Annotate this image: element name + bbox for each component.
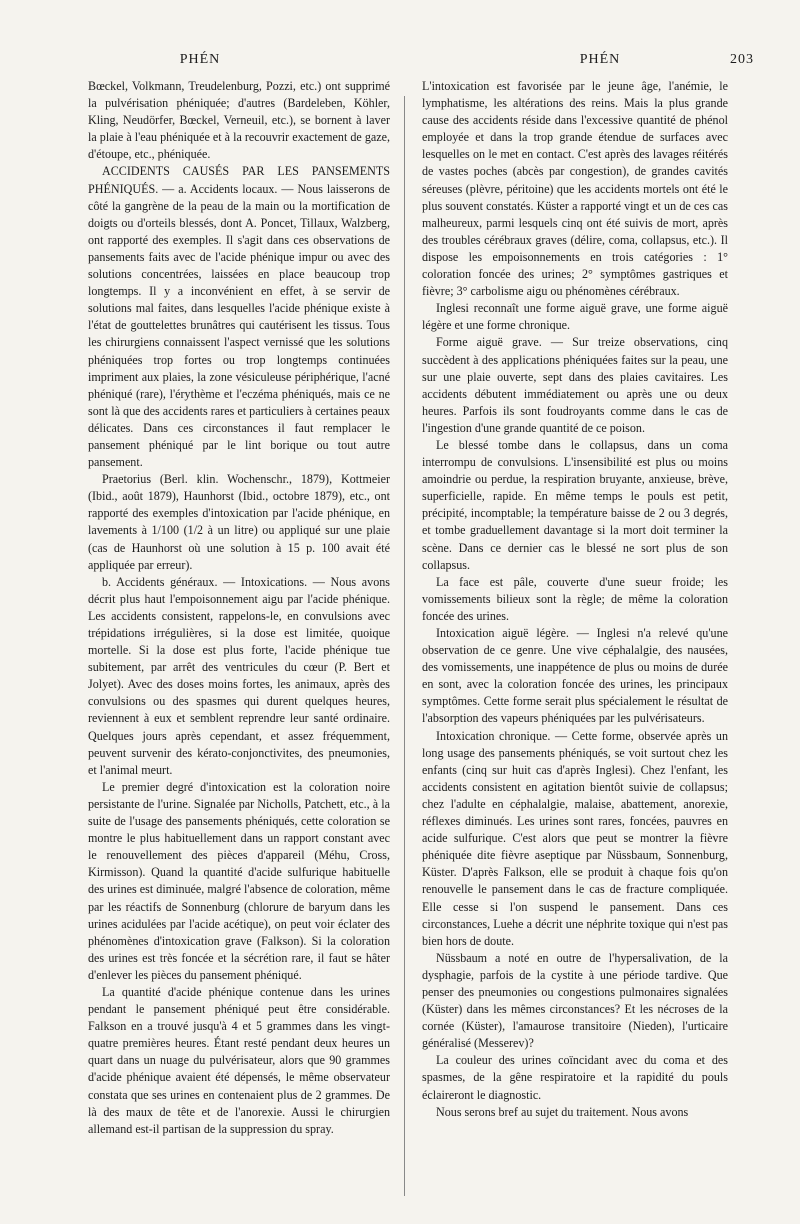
column-divider (404, 96, 405, 1196)
paragraph: Le premier degré d'intoxication est la coloration noire persistante de l'urine. Signalée par Nicholls, Patchett, etc., à la suite de l'usage des pansements phéniqués, cette coloration se montre le plus habituellement dans un rapport constant avec le renouvellement des pièces d'appareil (Méhu, Cross, Kirmisson). Quand la quantité d'acide sulfurique habituelle des urines est diminuée, malgré l'absence de coloration, même par les réactifs de Sonnenburg (chlorure de baryum dans les urines acidulées par l'acide acétique), on peut voir éclater des phénomènes d'intoxication grave (Falkson). Si la coloration des urines est très foncée et la sécrétion rare, il faut se hâter d'enlever les pièces du pansement phéniqué. (88, 779, 390, 982)
paragraph: Intoxication chronique. — Cette forme, observée après un long usage des pansements phéniqués, se voit surtout chez les enfants (cinq sur huit cas d'après Inglesi). Chez l'enfant, les accidents consistent en agitation bientôt suivie de collapsus; chez l'adulte en céphalalgie, malaise, abattement, anorexie, réflexes diminués. Les urines sont rares, foncées, pauvres en acide sulfurique. C'est alors que peut se montrer la fièvre phéniquée dite fièvre aseptique par Nüssbaum, Sonnenburg, Küster. D'après Falkson, elle se produit à chaque fois qu'on renouvelle le pansement dans le cas de fracture compliquée. Elle cesse si l'on suspend le pansement. Dans ces circonstances, Luehe a décrit une néphrite toxique qui n'est pas bien hors de doute. (422, 728, 728, 948)
paragraph: b. Accidents généraux. — Intoxications. — Nous avons décrit plus haut l'empoisonnement aigu par l'acide phénique. Les accidents consistent, rappelons-le, en convulsions avec trépidations irrégulières, si la dose est limitée, quoique mortelle. Si la dose est plus forte, l'acide phénique tue subitement, par arrêt des ventricules du cœur (P. Bert et Jolyet). Avec des doses moins fortes, les animaux, après des convulsions ou des spasmes qui durent quelques heures, reviennent à eux et semblent reprendre leur santé ordinaire. Quelques jours après cependant, et assez fréquemment, peuvent survenir des kérato-conjonctivites, des pneumonies, et l'animal meurt. (88, 574, 390, 777)
paragraph: Nous serons bref au sujet du traitement. Nous avons (436, 1104, 689, 1119)
paragraph: Le blessé tombe dans le collapsus, dans un coma interrompu de convulsions. L'insensibilité est plus ou moins amoindrie ou perdue, la respiration bruyante, anxieuse, brève, superficielle, rapide. En même temps le pouls est petit, précipité, incomptable; la température baisse de 2 ou 3 degrés, et tombe graduellement davantage si la mort doit terminer la scène. Dans ce dernier cas le blessé ne sort plus de son collapsus. (422, 437, 728, 572)
paragraph: L'intoxication est favorisée par le jeune âge, l'anémie, le lymphatisme, les altérations des reins. Mais la plus grande cause des accidents réside dans l'excessive quantité de phénol employée et dans la trop grande étendue de surfaces avec lesquelles on le met en contact. C'est après des lavages réitérés de vastes poches (abcès par congestion), de grandes cavités séreuses (plèvre, péritoine) que les accidents mortels ont été le plus souvent constatés. Küster a rapporté vingt et un de ces cas malheureux, parmi lesquels cinq ont été suivis de mort, après des troubles cérébraux graves (délire, coma, collapsus, etc.). Il dispose les empoisonnements en trois catégories : 1° coloration foncée des urines; 2° symptômes gastriques et fièvre; 3° carbolisme aigu ou phénomènes cérébraux. (422, 79, 728, 299)
running-head-right: PHÉN (579, 52, 621, 67)
paragraph: Inglesi reconnaît une forme aiguë grave, une forme aiguë légère et une forme chronique. (422, 301, 728, 333)
paragraph: Praetorius (Berl. klin. Wochenschr., 1879), Kottmeier (Ibid., août 1879), Haunhorst (Ibid., octobre 1879), etc., ont rapporté des exemples d'intoxication par l'acide phénique, en lavements à 1/100 (1/2 à un litre) ou appliqué sur une plaie (cas de Haunhorst où une solution à 15 p. 100 avait été appliquée par erreur). (88, 472, 390, 572)
running-head-left: PHÉN (179, 52, 221, 67)
paragraph: La quantité d'acide phénique contenue dans les urines pendant le pansement phéniqué peut être considérable. Falkson en a trouvé jusqu'à 4 et 5 grammes dans les vingt-quatre premières heures. Étant resté pendant deux heures un quart dans un nuage du pulvérisateur, alors que 90 grammes d'acide phénique avaient été dépensés, le même observateur constata que ses urines en contenaient plus de 2 grammes. De là des maux de tête et de l'anorexie. Aussi le chirurgien allemand est-il partisan de la suppression du spray. (88, 984, 390, 1136)
paragraph: ACCIDENTS CAUSÉS PAR LES PANSEMENTS PHÉNIQUÉS. — a. Accidents locaux. — Nous laisserons de côté la gangrène de la peau de la main ou la mortification de doigts ou d'orteils blessés, dont A. Poncet, Tillaux, Walzberg, ont rapporté des exemples. Il s'agit dans ces observations de pansements faits avec de l'acide phénique impur ou avec des solutions concentrées, laissées en place beaucoup trop longtemps. Il y a inconvénient en effet, à se servir de solutions mal faites, dans lesquelles l'acide phénique existe à l'état de gouttelettes brunâtres qui cautérisent les tissus. Tous les chirurgiens connaissent l'aspect vernissé que les solutions phéniquées trop fortes ou trop longtemps continuées impriment aux plaies, la zone vésiculeuse périphérique, l'acné phéniqué (rare), l'érythème et l'eczéma phéniqués, mais ce ne sont là que des accidents rares et particuliers à certaines peaux délicates. Dans ces circonstances il faut remplacer le pansement phéniqué par le lint borique ou tout autre pansement. (88, 164, 390, 470)
left-column (88, 78, 390, 1138)
page-number: 203 (730, 52, 754, 67)
paragraph: La couleur des urines coïncidant avec du coma et des spasmes, de la gêne respiratoire et la rapidité du pouls éclaireront le diagnostic. (422, 1053, 728, 1102)
paragraph: Bœckel, Volkmann, Treudelenburg, Pozzi, etc.) ont supprimé la pulvérisation phéniquée; d'autres (Bardeleben, Köhler, Kling, Neudörfer, Bœckel, Verneuil, etc.), se bornent à laver la plaie à l'eau phéniquée et à la recouvrir exactement de gaze, d'étoupe, etc., phéniquée. (88, 79, 390, 162)
paragraph: La face est pâle, couverte d'une sueur froide; les vomissements bilieux sont la règle; de même la coloration foncée des urines. (422, 574, 728, 623)
paragraph: Intoxication aiguë légère. — Inglesi n'a relevé qu'une observation de ce genre. Une vive céphalalgie, des nausées, des vomissements, une inappétence de plus ou moins de durée en sont, avec la coloration foncée des urines, les principaux symptômes. Cette forme serait plus spécialement le résultat de l'absorption des vapeurs phéniquées par les pulvérisateurs. (422, 626, 728, 726)
right-column (422, 78, 728, 1121)
paragraph: Forme aiguë grave. — Sur treize observations, cinq succèdent à des applications phéniquées faites sur la peau, une sur une plaie ouverte, sept dans des plaies cavitaires. Les accidents débutent immédiatement ou après une ou deux heures. Parfois ils sont foudroyants comme dans le cas de l'ingestion d'une grande quantité de ce poison. (422, 335, 728, 435)
paragraph: Nüssbaum a noté en outre de l'hypersalivation, de la dysphagie, parfois de la cystite à une période tardive. Que penser des pneumonies ou congestions pulmonaires signalées (Küster) dans les mêmes circonstances? Et les nécroses de la cornée (Küster), l'amaurose transitoire (Nieden), l'urticaire généralisé (Messerev)? (422, 950, 728, 1051)
